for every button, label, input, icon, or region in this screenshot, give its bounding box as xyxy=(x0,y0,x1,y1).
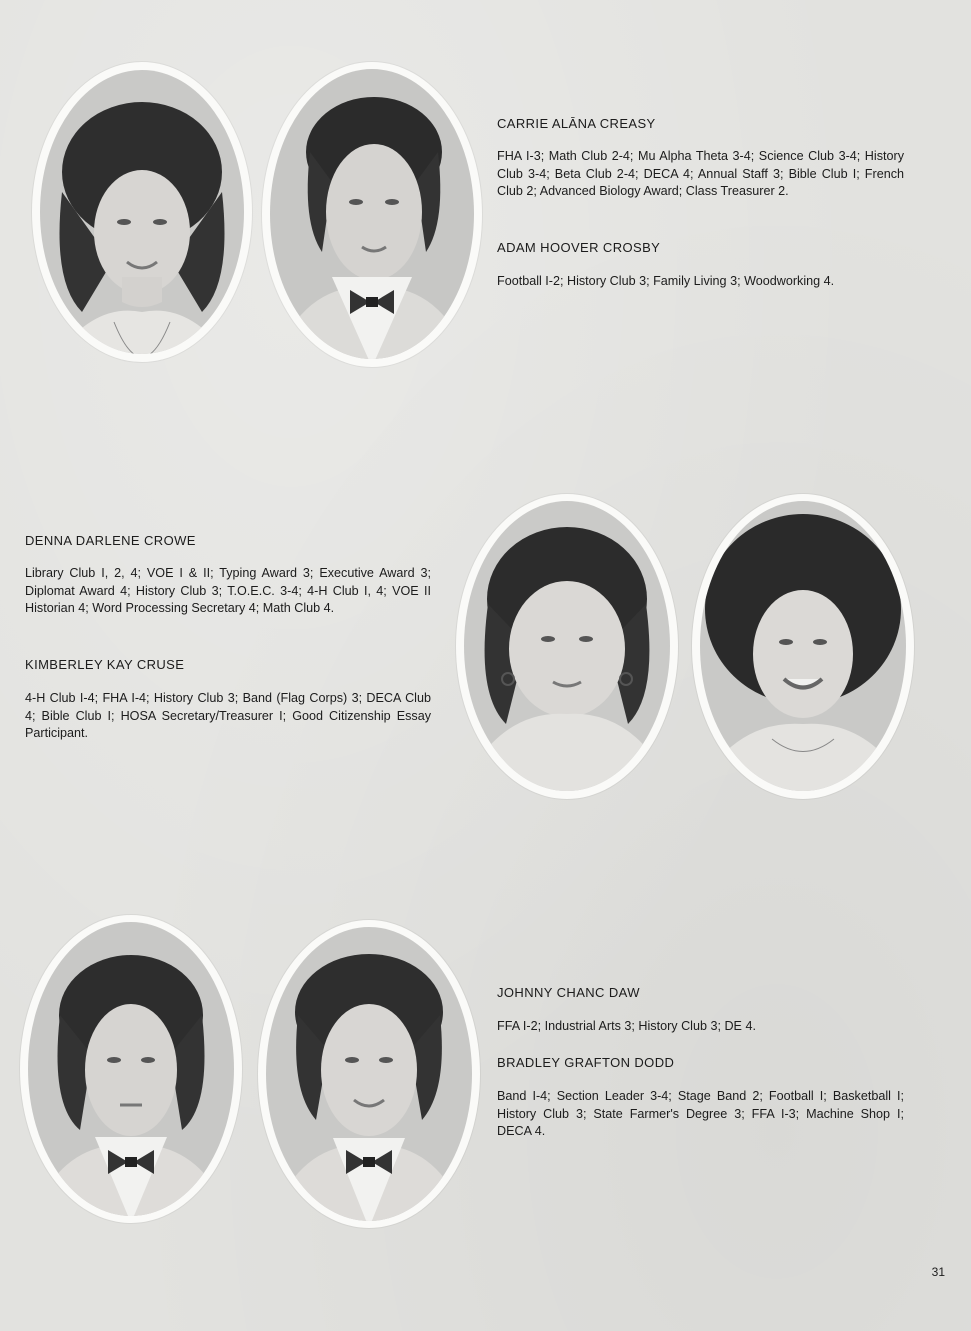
bio-denna-crowe xyxy=(25,533,431,618)
photo-female-portrait xyxy=(32,62,252,362)
bio-carrie-creasy xyxy=(497,116,904,201)
portrait-bradley-dodd xyxy=(258,920,480,1228)
bio-kimberley-cruse xyxy=(25,657,431,743)
portrait-kimberley-cruse xyxy=(692,494,914,799)
portrait-denna-crowe xyxy=(456,494,678,799)
bio-bradley-dodd xyxy=(497,1055,904,1141)
bio-johnny-daw xyxy=(497,985,904,1036)
page-number: 31 xyxy=(931,1265,945,1279)
student-name: ADAM HOOVER CROSBY xyxy=(497,240,661,255)
portrait-carrie-creasy xyxy=(32,62,252,362)
photo-male-portrait xyxy=(258,920,480,1228)
student-activities: Library Club I, 2, 4; VOE I & II; Typing Award 3; Executive Award 3; Diplomat Award 4; History Club 3; T.O.E.C. 3-4; 4-H Club I, 4; VOE II Historian 4; Word Processing Secretary 4; Math Club 4. xyxy=(25,566,431,615)
portrait-johnny-daw xyxy=(20,915,242,1223)
student-activities: Football I-2; History Club 3; Family Living 3; Woodworking 4. xyxy=(497,274,835,288)
photo-female-portrait xyxy=(692,494,914,799)
student-name: JOHNNY CHANC DAW xyxy=(497,985,640,1000)
student-activities: 4-H Club I-4; FHA I-4; History Club 3; Band (Flag Corps) 3; DECA Club 4; Bible Club I; HOSA Secretary/Treasurer I; Good Citizenship Essay Participant. xyxy=(25,691,431,740)
student-activities: Band I-4; Section Leader 3-4; Stage Band 2; Football I; Basketball I; History Club 3; State Farmer's Degree 3; FFA I-3; Machine Shop I; DECA 4. xyxy=(497,1089,904,1138)
photo-male-portrait xyxy=(20,915,242,1223)
student-name: BRADLEY GRAFTON DODD xyxy=(497,1055,675,1070)
photo-male-portrait xyxy=(262,62,482,367)
portrait-adam-crosby xyxy=(262,62,482,367)
student-activities: FHA I-3; Math Club 2-4; Mu Alpha Theta 3-4; Science Club 3-4; History Club 3-4; Beta Club 2-4; DECA 4; Annual Staff 3; Bible Club I; French Club 2; Advanced Biology Award; Class Treasurer 2. xyxy=(497,149,904,198)
student-name: DENNA DARLENE CROWE xyxy=(25,533,196,548)
bio-adam-crosby xyxy=(497,240,904,291)
student-activities: FFA I-2; Industrial Arts 3; History Club 3; DE 4. xyxy=(497,1019,756,1033)
student-name: KIMBERLEY KAY CRUSE xyxy=(25,657,185,672)
photo-female-portrait xyxy=(456,494,678,799)
student-name: CARRIE ALĀNA CREASY xyxy=(497,116,656,131)
